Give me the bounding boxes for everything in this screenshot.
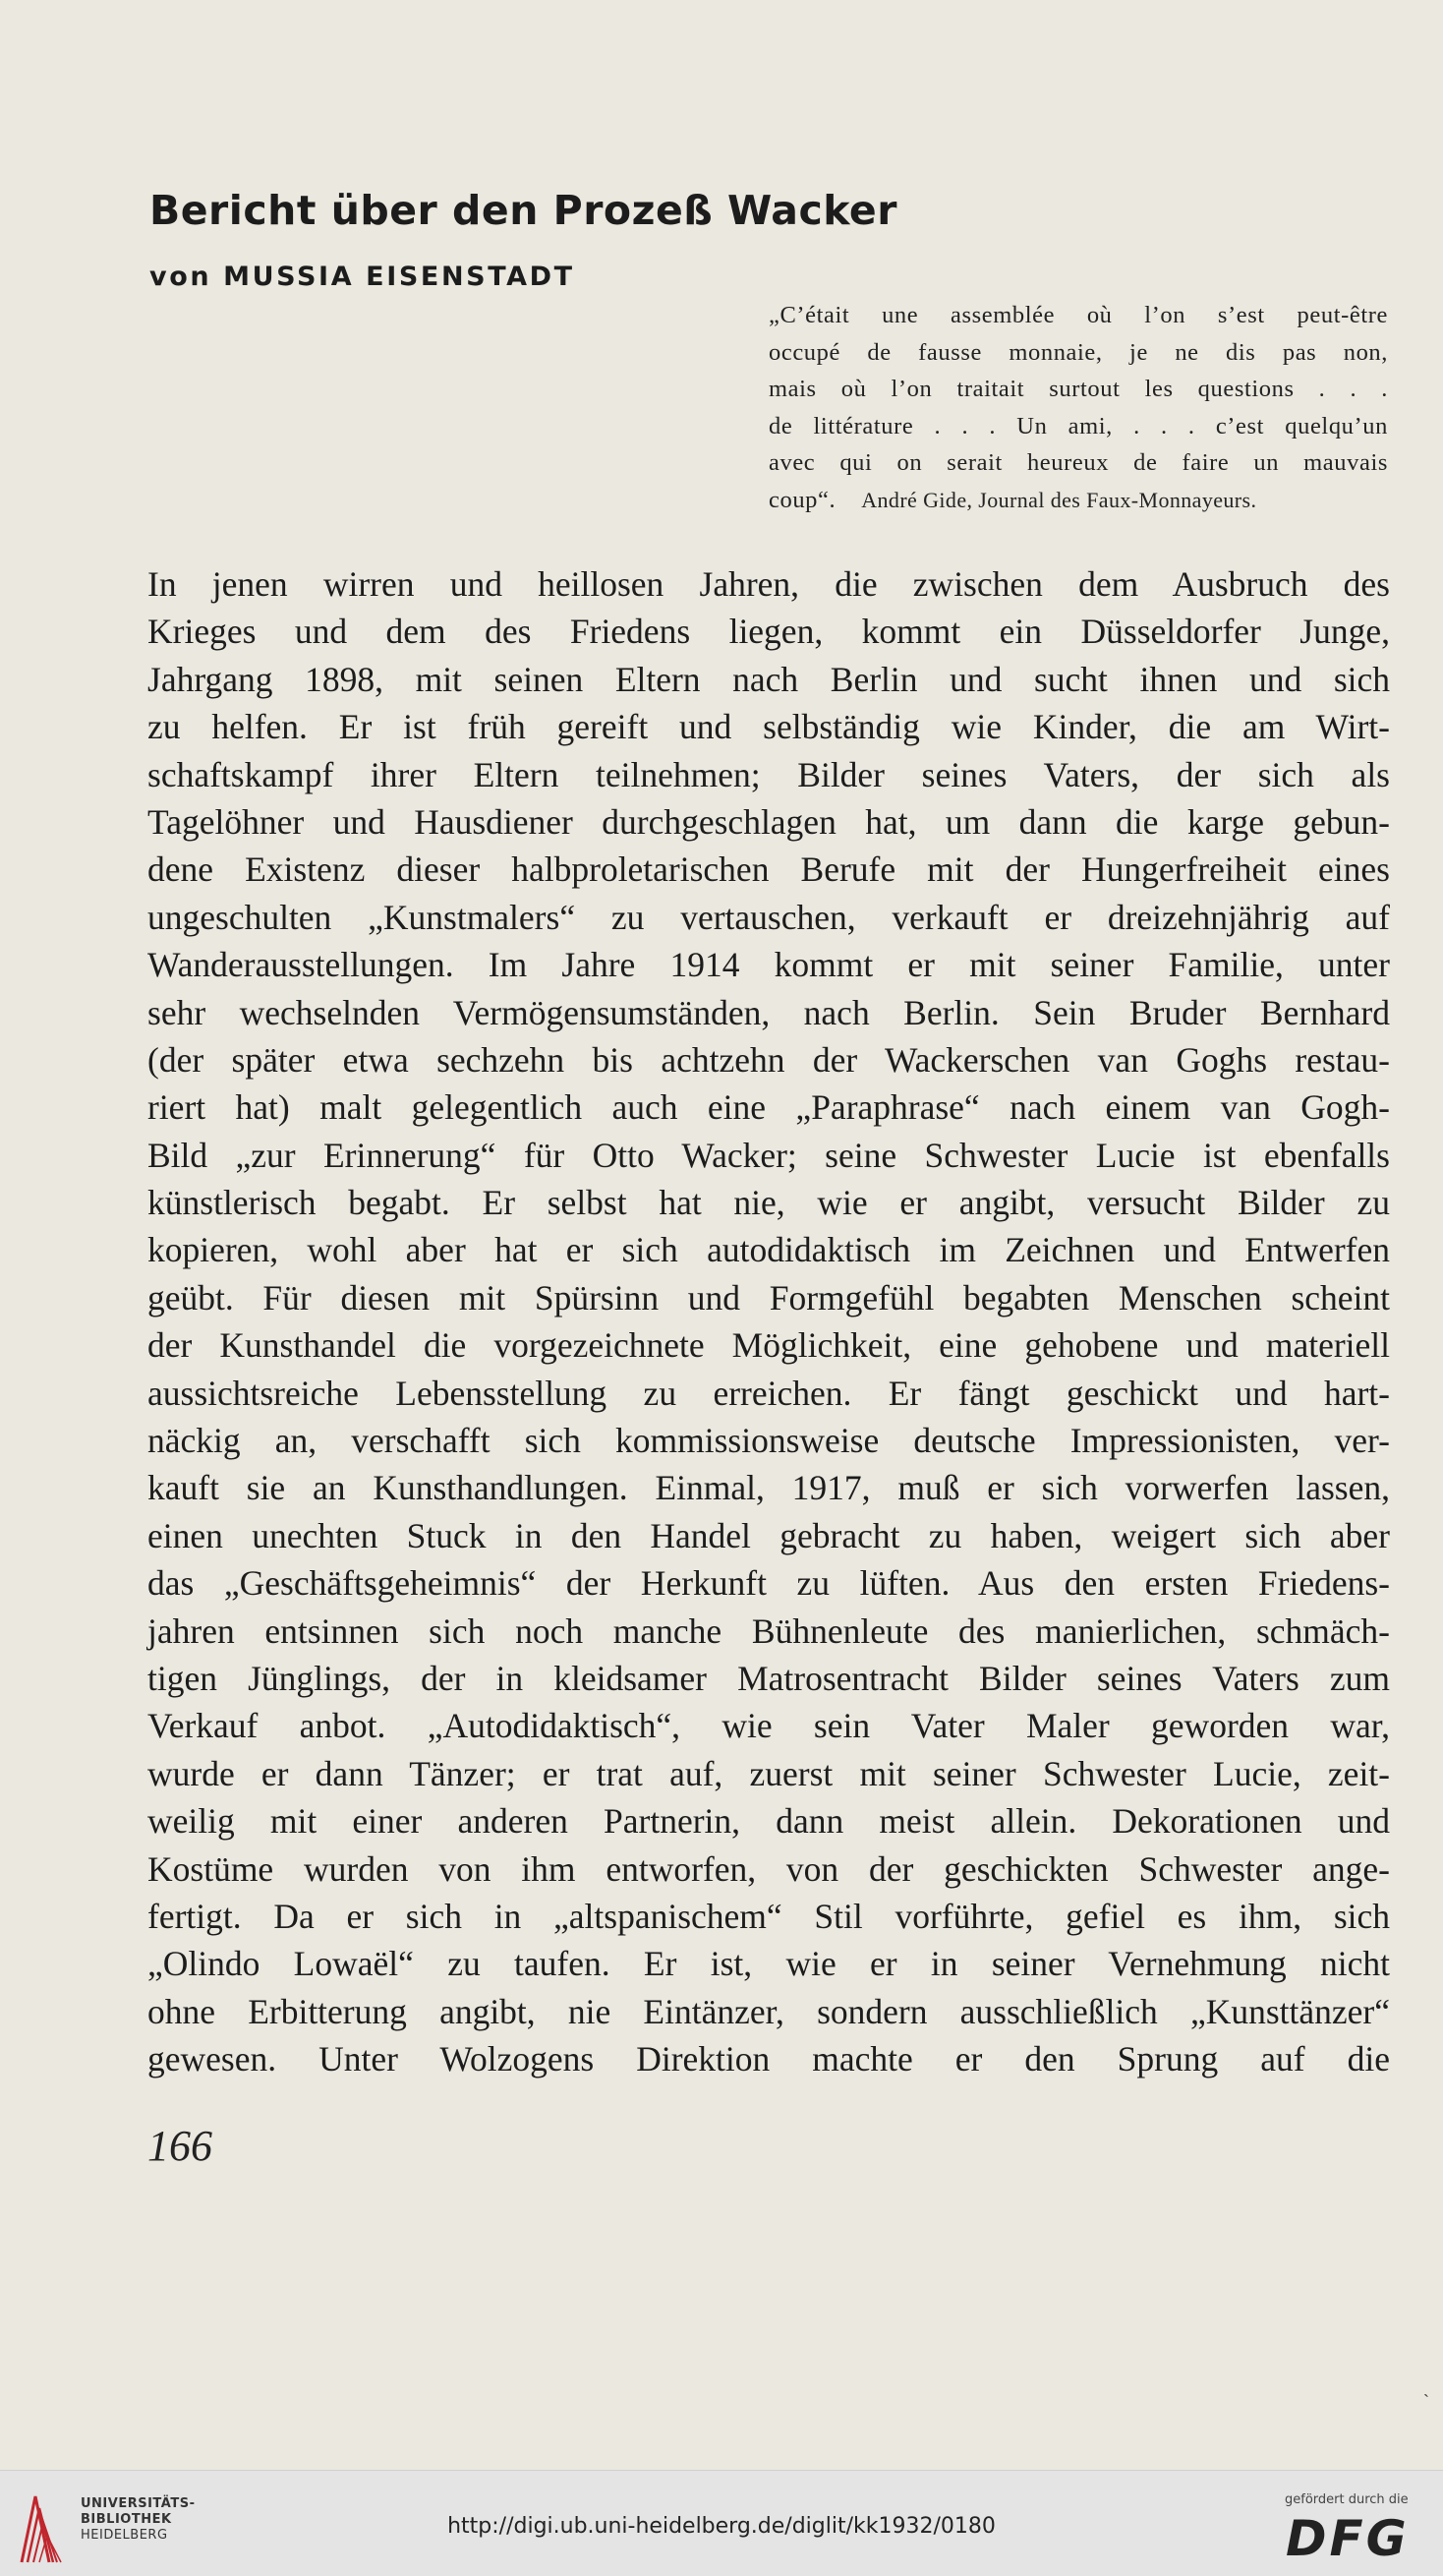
- library-name-line: HEIDELBERG: [81, 2528, 168, 2543]
- body-line: Wanderausstellungen. Im Jahre 1914 kommt er mit seiner Familie, unter: [147, 945, 1390, 985]
- funding-caption: gefördert durch die: [1285, 2492, 1409, 2507]
- body-line: Bild „zur Erinnerung“ für Otto Wacker; seine Schwester Lucie ist ebenfalls: [147, 1135, 1390, 1175]
- body-line: künstlerisch begabt. Er selbst hat nie, wie er angibt, versucht Bilder zu: [147, 1183, 1390, 1223]
- body-line: Verkauf anbot. „Autodidaktisch“, wie sein Vater Maler geworden war,: [147, 1706, 1390, 1746]
- epigraph-line: mais où l’on traitait surtout les questions . . .: [769, 376, 1388, 402]
- body-line: aussichtsreiche Lebensstellung zu erreichen. Er fängt geschickt und hart-: [147, 1373, 1390, 1413]
- body-line: Tagelöhner und Hausdiener durchgeschlagen hat, um dann die karge gebun-: [147, 801, 1390, 842]
- article-title: Bericht über den Prozeß Wacker: [149, 187, 897, 234]
- body-line: weilig mit einer anderen Partnerin, dann meist allein. Dekorationen und: [147, 1801, 1390, 1842]
- body-line: ungeschulten „Kunstmalers“ zu vertauschen, verkauft er dreizehnjährig auf: [147, 897, 1390, 937]
- body-line: zu helfen. Er ist früh gereift und selbständig wie Kinder, die am Wirt-: [147, 707, 1390, 747]
- library-name-line: UNIVERSITÄTS-: [81, 2496, 196, 2511]
- body-line: dene Existenz dieser halbproletarischen Berufe mit der Hungerfreiheit eines: [147, 849, 1390, 890]
- body-line: In jenen wirren und heillosen Jahren, die zwischen dem Ausbruch des: [147, 564, 1390, 604]
- body-line: (der später etwa sechzehn bis achtzehn der Wackerschen van Goghs restau-: [147, 1039, 1390, 1080]
- epigraph: [769, 297, 1388, 518]
- dfg-logo-icon: DFG: [1286, 2510, 1410, 2567]
- body-line: kopieren, wohl aber hat er sich autodidaktisch im Zeichnen und Entwerfen: [147, 1230, 1390, 1270]
- body-line: Jahrgang 1898, mit seinen Eltern nach Berlin und sucht ihnen und sich: [147, 659, 1390, 699]
- body-line: gewesen. Unter Wolzogens Direktion machte er den Sprung auf die: [147, 2039, 1390, 2079]
- article-byline: von MUSSIA EISENSTADT: [149, 262, 575, 292]
- body-line: das „Geschäftsgeheimnis“ der Herkunft zu lüften. Aus den ersten Friedens-: [147, 1563, 1390, 1604]
- page-number: 166: [147, 2122, 212, 2170]
- body-line: wurde er dann Tänzer; er trat auf, zuerst mit seiner Schwester Lucie, zeit-: [147, 1753, 1390, 1793]
- article-body: [147, 560, 1390, 2083]
- body-line: näckig an, verschafft sich kommissionsweise deutsche Impressionisten, ver-: [147, 1421, 1390, 1461]
- body-line: schaftskampf ihrer Eltern teilnehmen; Bilder seines Vaters, der sich als: [147, 754, 1390, 794]
- body-line: „Olindo Lowaël“ zu taufen. Er ist, wie er in seiner Vernehmung nicht: [147, 1944, 1390, 1984]
- body-line: geübt. Für diesen mit Spürsinn und Formgefühl begabten Menschen scheint: [147, 1277, 1390, 1317]
- body-line: kauft sie an Kunsthandlungen. Einmal, 1917, muß er sich vorwerfen lassen,: [147, 1468, 1390, 1508]
- body-line: sehr wechselnden Vermögensumständen, nach Berlin. Sein Bruder Bernhard: [147, 992, 1390, 1032]
- body-line: jahren entsinnen sich noch manche Bühnenleute des manierlichen, schmäch-: [147, 1610, 1390, 1651]
- epigraph-line: avec qui on serait heureux de faire un mauvais: [769, 449, 1388, 476]
- body-line: Kostüme wurden von ihm entworfen, von der geschickten Schwester ange-: [147, 1848, 1390, 1889]
- body-line: fertigt. Da er sich in „altspanischem“ Stil vorführte, gefiel es ihm, sich: [147, 1896, 1390, 1936]
- corner-mark: ˎ: [1423, 2377, 1429, 2397]
- library-name-line: BIBLIOTHEK: [81, 2512, 172, 2527]
- epigraph-attribution: André Gide, Journal des Faux-Monnayeurs.: [861, 487, 1257, 512]
- body-line: ohne Erbitterung angibt, nie Eintänzer, sondern ausschließlich „Kunsttänzer“: [147, 1991, 1390, 2031]
- viewer-footer: [0, 2470, 1443, 2576]
- body-line: der Kunsthandel die vorgezeichnete Möglichkeit, eine gehobene und materiell: [147, 1325, 1390, 1366]
- epigraph-line: coup“.: [769, 486, 837, 513]
- body-line: einen unechten Stuck in den Handel gebracht zu haben, weigert sich aber: [147, 1515, 1390, 1555]
- epigraph-line: „C’était une assemblée où l’on s’est peut-être: [769, 302, 1388, 328]
- body-line: tigen Jünglings, der in kleidsamer Matrosentracht Bilder seines Vaters zum: [147, 1658, 1390, 1698]
- epigraph-line: occupé de fausse monnaie, je ne dis pas non,: [769, 338, 1388, 366]
- body-line: riert hat) malt gelegentlich auch eine „Paraphrase“ nach einem van Gogh-: [147, 1087, 1390, 1128]
- epigraph-line: de littérature . . . Un ami, . . . c’est quelqu’un: [769, 412, 1388, 439]
- body-line: Krieges und dem des Friedens liegen, kommt ein Düsseldorfer Junge,: [147, 612, 1390, 652]
- permalink-url[interactable]: http://digi.ub.uni-heidelberg.de/diglit/kk1932/0180: [447, 2514, 996, 2539]
- epigraph-last-line: [769, 482, 1388, 519]
